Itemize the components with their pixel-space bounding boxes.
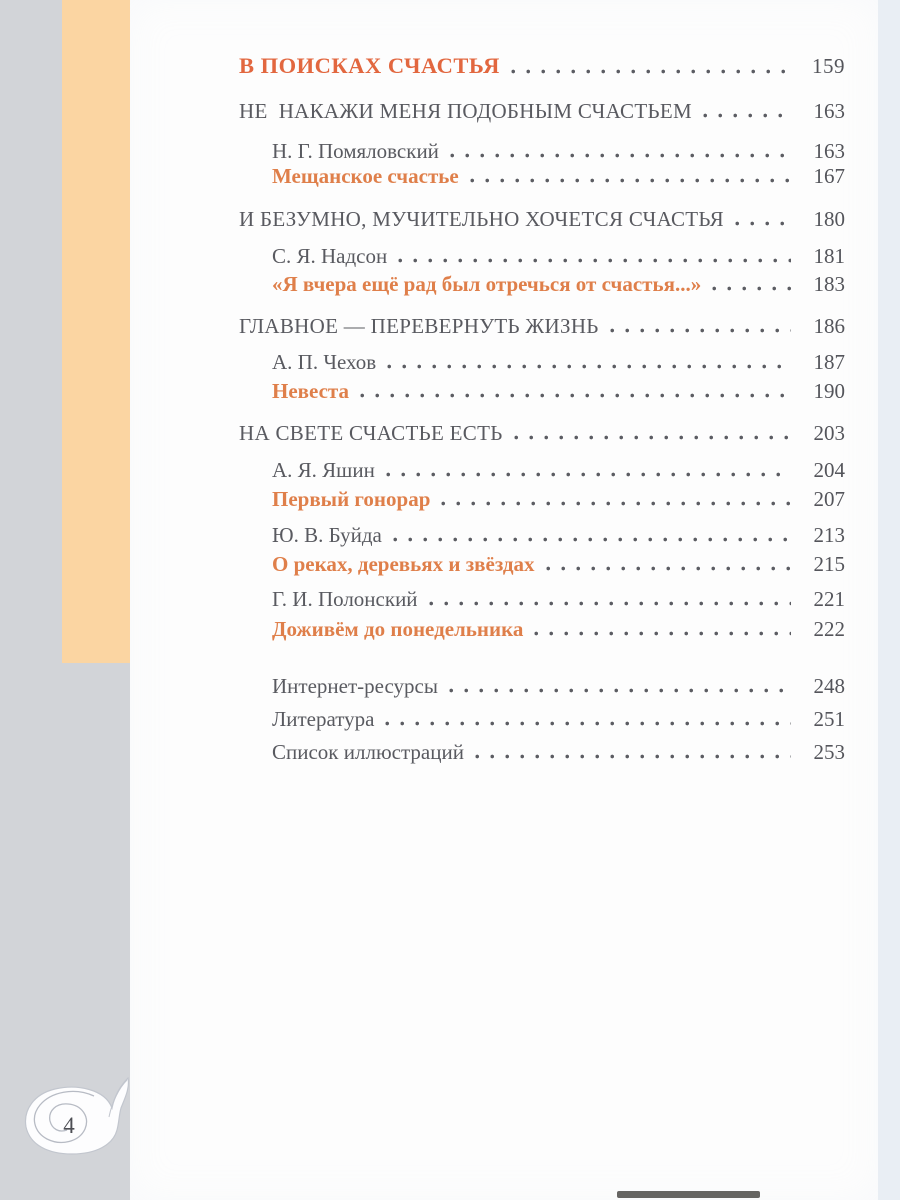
toc-entry-page: 167 [813,164,845,188]
toc-entry-label: О реках, деревьях и звёздах [272,552,535,576]
toc-row-backmatter [239,740,845,764]
toc-row-author [239,523,845,547]
dot-leader [514,434,791,441]
toc-entry-label: Литература [272,707,375,731]
toc-entry-page: 203 [813,421,845,445]
toc-entry-page: 159 [812,54,845,78]
toc-entry-page: 180 [813,207,845,231]
toc-entry-label: Интернет-ресурсы [272,674,438,698]
dot-leader [470,177,791,184]
toc-entry-page: 181 [813,244,845,268]
toc-row-author [239,244,845,268]
toc-row-work [239,164,845,188]
toc-entry-label: Первый гонорар [272,487,431,511]
toc-entry-label: «Я вчера ещё рад был отречься от счастья...» [272,272,702,296]
toc-entry-label: Невеста [272,379,349,403]
toc-entry-page: 163 [813,139,845,163]
toc-entry-label: И БЕЗУМНО, МУЧИТЕЛЬНО ХОЧЕТСЯ СЧАСТЬЯ [239,207,724,231]
toc-entry-label: Н. Г. Помяловский [272,139,439,163]
bookmark-peach-band [62,0,130,663]
toc-row-author [239,350,845,374]
dot-leader [386,471,791,478]
dot-leader [703,112,791,119]
toc-entry-page: 186 [813,314,845,338]
toc-row-work [239,379,845,403]
dot-leader [712,285,791,292]
toc-row-section-title [239,53,845,79]
toc-entry-label: Мещанское счастье [272,164,459,188]
book-bottom-edge [617,1191,760,1198]
toc-row-work [239,272,845,296]
toc-entry-page: 187 [813,350,845,374]
toc-entry-label: А. П. Чехов [272,350,377,374]
toc-entry-label: С. Я. Надсон [272,244,388,268]
dot-leader [441,500,791,507]
page-right-edge [878,0,900,1200]
toc-row-work [239,617,845,641]
dot-leader [450,152,791,159]
toc-entry-label: НЕ НАКАЖИ МЕНЯ ПОДОБНЫМ СЧАСТЬЕМ [239,99,692,123]
toc-entry-page: 183 [813,272,845,296]
toc-entry-page: 163 [813,99,845,123]
dot-leader [387,363,791,370]
toc-entry-page: 251 [813,707,845,731]
dot-leader [385,720,791,727]
toc-entry-page: 204 [813,458,845,482]
toc-row-backmatter [239,707,845,731]
dot-leader [398,257,791,264]
toc-entry-label: НА СВЕТЕ СЧАСТЬЕ ЕСТЬ [239,421,503,445]
toc-row-chapter [239,314,845,338]
toc-row-work [239,487,845,511]
dot-leader [534,630,791,637]
toc-row-author [239,139,845,163]
dot-leader [735,220,791,227]
dot-leader [610,327,791,334]
dot-leader [393,536,791,543]
toc-entry-label: В ПОИСКАХ СЧАСТЬЯ [239,53,500,78]
toc-entry-page: 207 [813,487,845,511]
toc-entry-label: ГЛАВНОЕ — ПЕРЕВЕРНУТЬ ЖИЗНЬ [239,314,599,338]
toc-row-chapter [239,421,845,445]
toc-row-author [239,587,845,611]
dot-leader [475,753,791,760]
dot-leader [449,687,791,694]
dot-leader [511,68,791,75]
toc-entry-page: 253 [813,740,845,764]
toc-entry-page: 221 [813,587,845,611]
table-of-contents [239,53,845,764]
toc-entry-page: 190 [813,379,845,403]
toc-entry-label: Ю. В. Буйда [272,523,382,547]
toc-entry-page: 222 [813,617,845,641]
toc-row-chapter [239,207,845,231]
toc-entry-page: 248 [813,674,845,698]
dot-leader [360,392,791,399]
toc-row-author [239,458,845,482]
toc-row-chapter [239,99,845,123]
toc-entry-label: Доживём до понедельника [272,617,524,641]
toc-entry-page: 215 [813,552,845,576]
toc-entry-page: 213 [813,523,845,547]
dot-leader [546,565,792,572]
toc-entry-label: А. Я. Яшин [272,458,375,482]
toc-entry-label: Список иллюстраций [272,740,464,764]
toc-row-work [239,552,845,576]
toc-entry-label: Г. И. Полонский [272,587,418,611]
dot-leader [429,600,791,607]
toc-row-backmatter [239,674,845,698]
footer-page-number: 4 [63,1113,75,1138]
